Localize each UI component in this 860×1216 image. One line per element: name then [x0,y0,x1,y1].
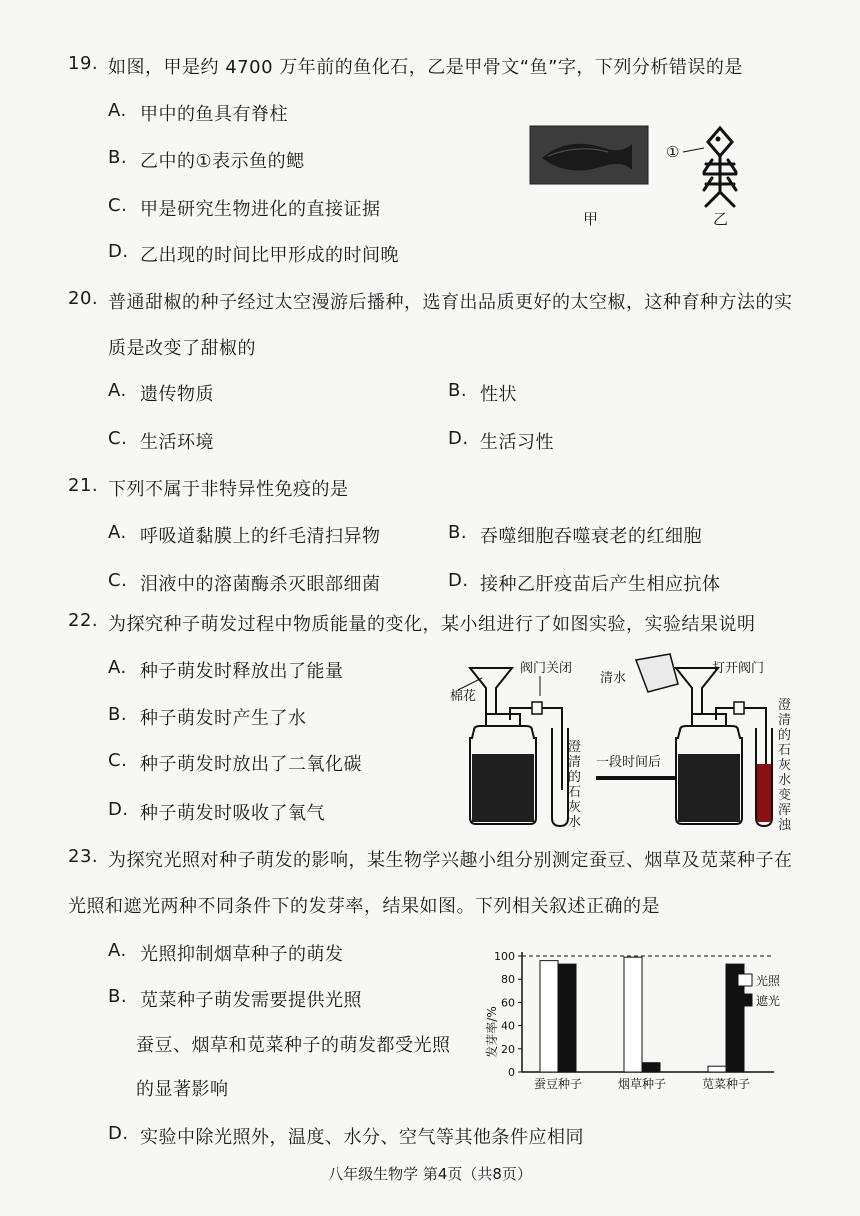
q19-number: 19. [68,53,99,74]
q19-option-d: 乙出现的时间比甲形成的时间晚 [140,245,399,266]
legend-label: 光照 [756,974,781,988]
q23-option-c-cont: 的显著影响 [136,1079,229,1100]
q20-stem-line2: 质是改变了甜椒的 [108,338,256,359]
q19-option-b: 乙中的①表示鱼的鳃 [140,151,305,172]
q22-option-b-letter: B. [108,704,128,725]
q21-option-a: 呼吸道黏膜上的纤毛清扫异物 [140,526,381,547]
q23-number: 23. [68,846,99,867]
q23-option-c: 蚕豆、烟草和苋菜种子的萌发都受光照 [136,1035,451,1056]
q22-option-a-letter: A. [108,657,127,678]
q22-number: 22. [68,610,99,631]
q23-stem-line1: 为探究光照对种子萌发的影响，某生物学兴趣小组分别测定蚕豆、烟草及苋菜种子在 [108,850,793,871]
limewater-label: 澄清的石灰水 [568,740,582,830]
bar-light [624,957,642,1072]
q20-option-c: 生活环境 [140,432,214,453]
valve-open-label: 打开阀门 [712,661,765,676]
q22-option-b: 种子萌发时产生了水 [140,708,307,729]
q19-option-b-letter: B. [108,147,128,168]
bar-light [540,961,558,1072]
q23-option-b: 苋菜种子萌发需要提供光照 [140,990,362,1011]
q21-option-b-letter: B. [448,522,468,543]
q19-option-c: 甲是研究生物进化的直接证据 [140,199,381,220]
q20-option-c-letter: C. [108,428,128,449]
q19-stem: 如图，甲是约 4700 万年前的鱼化石，乙是甲骨文“鱼”字，下列分析错误的是 [108,57,743,78]
category-label: 烟草种子 [617,1077,667,1091]
q21-option-a-letter: A. [108,522,127,543]
germination-bar-chart [476,944,794,1096]
cotton-label: 棉花 [450,689,477,704]
q22-option-a: 种子萌发时释放出了能量 [140,661,344,682]
q23-option-b-letter: B. [108,986,128,1007]
q23-option-a-letter: A. [108,940,127,961]
q20-option-b-letter: B. [448,380,468,401]
q21-option-c: 泪液中的溶菌酶杀灭眼部细菌 [140,574,381,595]
y-tick-label: 40 [501,1019,515,1033]
q20-option-b: 性状 [480,384,517,405]
after-time-label: 一段时间后 [596,755,662,770]
legend-label: 遮光 [756,994,781,1008]
bar-light [708,1066,726,1072]
valve-closed-label: 阀门关闭 [520,661,573,676]
q20-number: 20. [68,288,99,309]
q20-option-a-letter: A. [108,380,127,401]
bar-dark [558,964,576,1072]
legend-swatch [738,994,752,1006]
chart-ylabel: 发芽率/% [485,1006,499,1058]
q22-option-c-letter: C. [108,750,128,771]
q22-stem: 为探究种子萌发过程中物质能量的变化，某小组进行了如图实验，实验结果说明 [108,614,756,635]
glyph-marker: ① [666,143,680,161]
q23-option-d: 实验中除光照外，温度、水分、空气等其他条件应相同 [140,1127,584,1148]
bar-dark [642,1063,660,1072]
q21-option-d-letter: D. [448,570,469,591]
q23-option-c-letter: C. [108,1031,128,1052]
q23-stem-line2: 光照和遮光两种不同条件下的发芽率，结果如图。下列相关叙述正确的是 [68,896,660,917]
water-label: 清水 [600,671,627,686]
category-label: 蚕豆种子 [533,1077,583,1091]
q19-option-d-letter: D. [108,241,129,262]
q21-number: 21. [68,475,99,496]
q22-option-c: 种子萌发时放出了二氧化碳 [140,754,362,775]
limewater-turbid-label: 澄清的石灰水变浑浊 [778,698,792,833]
q22-option-d: 种子萌发时吸收了氧气 [140,803,325,824]
q21-stem: 下列不属于非特异性免疫的是 [108,479,349,500]
glyph-label: 乙 [713,210,729,228]
fossil-label: 甲 [583,210,599,228]
q20-option-a: 遗传物质 [140,384,214,405]
q22-option-d-letter: D. [108,799,129,820]
q23-option-a: 光照抑制烟草种子的萌发 [140,944,344,965]
q20-option-d-letter: D. [448,428,469,449]
category-label: 苋菜种子 [701,1077,751,1091]
q21-option-d: 接种乙肝疫苗后产生相应抗体 [480,574,721,595]
page-footer: 八年级生物学 第4页（共8页） [328,1165,532,1183]
y-tick-label: 100 [494,950,515,963]
q19-figure [528,114,788,226]
q22-apparatus-figure [448,650,788,832]
legend-swatch [738,974,752,986]
y-tick-label: 60 [501,996,515,1010]
y-tick-label: 20 [501,1042,515,1056]
q19-option-c-letter: C. [108,195,128,216]
q19-option-a-letter: A. [108,100,127,121]
q21-option-c-letter: C. [108,570,128,591]
q23-option-d-letter: D. [108,1123,129,1144]
q21-option-b: 吞噬细胞吞噬衰老的红细胞 [480,526,702,547]
q19-option-a: 甲中的鱼具有脊柱 [140,104,288,125]
q20-option-d: 生活习性 [480,432,554,453]
q20-stem-line1: 普通甜椒的种子经过太空漫游后播种，选育出品质更好的太空椒，这种育种方法的实 [108,292,793,313]
y-tick-label: 0 [508,1066,515,1079]
y-tick-label: 80 [501,973,515,987]
